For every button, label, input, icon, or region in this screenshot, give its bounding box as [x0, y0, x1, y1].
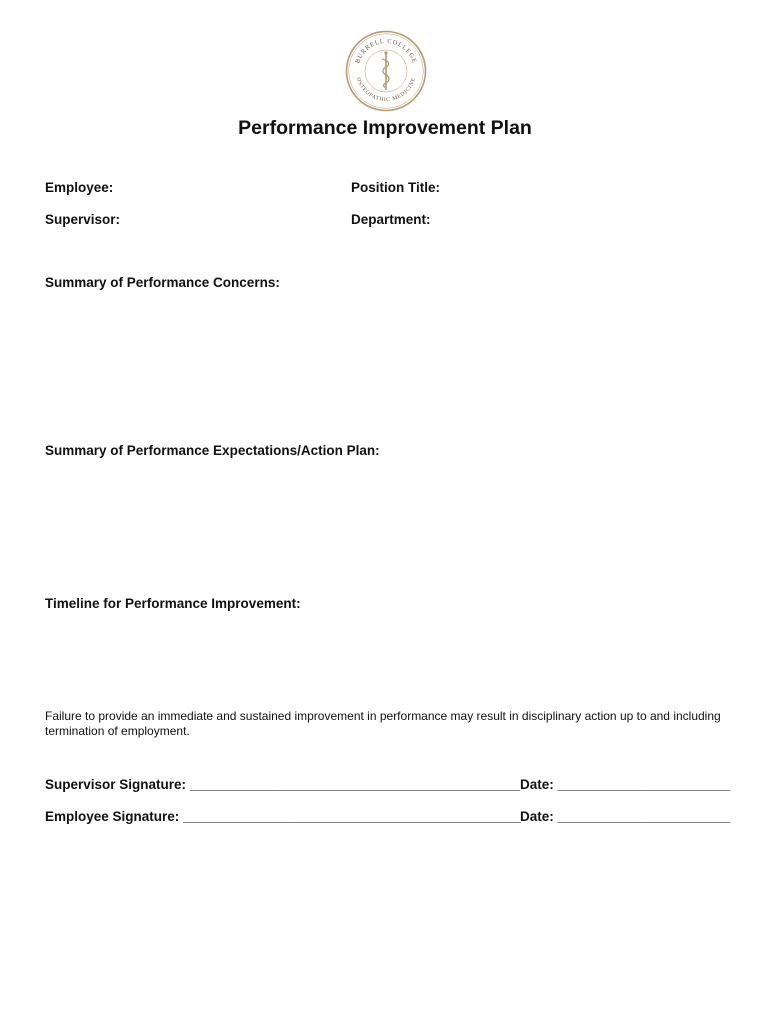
- employee-date-row: [520, 809, 730, 824]
- supervisor-date-line: _______________________: [557, 777, 731, 792]
- supervisor-date-label: Date:: [520, 777, 554, 792]
- timeline-heading: Timeline for Performance Improvement:: [45, 596, 301, 611]
- employee-date-label: Date:: [520, 809, 554, 824]
- employee-signature-row: [45, 809, 521, 824]
- caduceus-icon: [382, 51, 389, 90]
- employee-signature-label: Employee Signature:: [45, 809, 180, 824]
- seal-text-bottom: OSTEOPATHIC MEDICINE: [354, 76, 418, 104]
- department-label: Department:: [351, 212, 431, 227]
- employee-label: Employee:: [45, 180, 114, 195]
- employee-date-line: _______________________: [557, 809, 731, 824]
- concerns-heading: Summary of Performance Concerns:: [45, 275, 280, 290]
- position-title-label: Position Title:: [351, 180, 441, 195]
- college-seal-logo: [345, 30, 427, 112]
- expectations-heading: Summary of Performance Expectations/Action Plan:: [45, 443, 380, 458]
- supervisor-date-row: [520, 777, 730, 792]
- supervisor-signature-row: [45, 777, 520, 792]
- document-title: Performance Improvement Plan: [238, 117, 532, 139]
- seal-text-top: BURRELL COLLEGE: [354, 37, 418, 65]
- supervisor-signature-line: ____________________________________________: [189, 777, 521, 792]
- employee-signature-line: _____________________________________________: [183, 809, 521, 824]
- disclaimer-text: Failure to provide an immediate and sustained improvement in performance may result in disciplinary action up to and including termination of employment.: [45, 709, 721, 738]
- supervisor-label: Supervisor:: [45, 212, 121, 227]
- supervisor-signature-label: Supervisor Signature:: [45, 777, 187, 792]
